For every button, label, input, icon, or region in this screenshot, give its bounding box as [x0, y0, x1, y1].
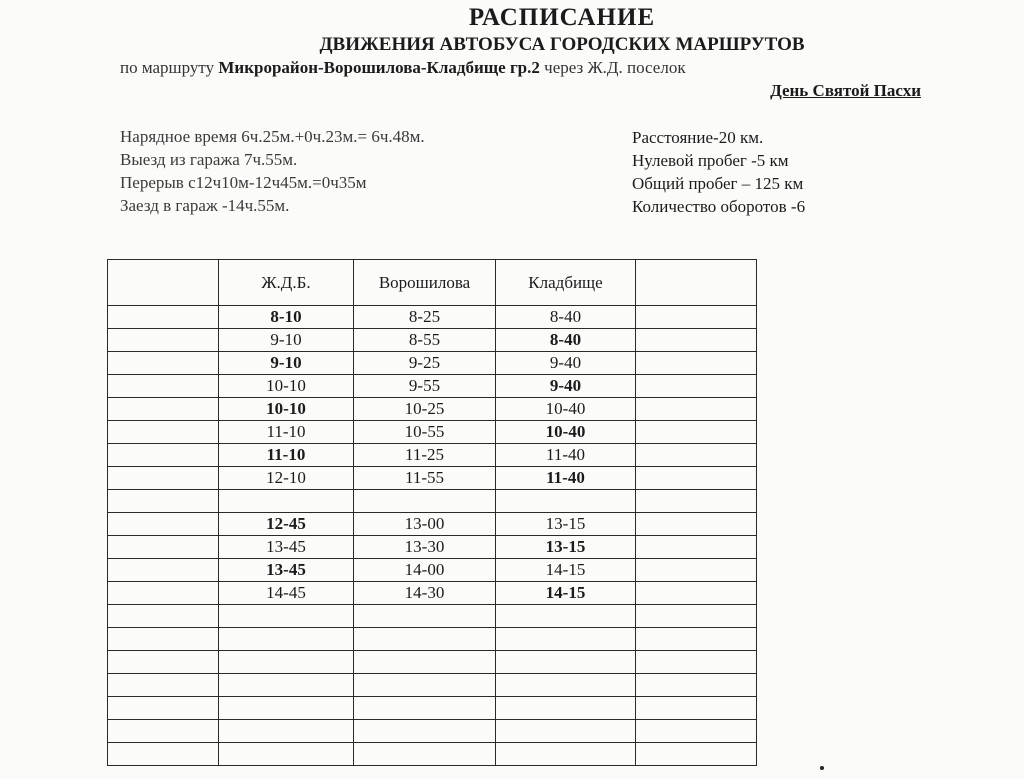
table-cell-empty [108, 582, 219, 605]
table-cell-empty [636, 467, 757, 490]
table-cell-empty [108, 674, 219, 697]
table-row [108, 467, 757, 490]
table-cell-empty [108, 559, 219, 582]
kladbishche-time-cell: 9-40 [496, 352, 636, 375]
kladbishche-time-cell: 13-15 [496, 513, 636, 536]
table-row [108, 536, 757, 559]
zhdb-time-cell: 12-45 [219, 513, 354, 536]
voroshilova-time-cell: 10-25 [354, 398, 496, 421]
table-cell-empty [108, 536, 219, 559]
table-cell-empty [108, 513, 219, 536]
voroshilova-time-cell: 9-55 [354, 375, 496, 398]
info-right-line: Количество оборотов -6 [632, 197, 806, 216]
table-cell-empty [636, 582, 757, 605]
table-cell-empty [108, 490, 219, 513]
table-row [108, 352, 757, 375]
zhdb-time-cell: 11-10 [219, 444, 354, 467]
info-left-block [120, 125, 425, 217]
table-cell-empty [108, 375, 219, 398]
day-label: День Святой Пасхи [770, 81, 921, 100]
table-cell-empty [108, 720, 219, 743]
table-cell-empty [636, 513, 757, 536]
voroshilova-time-cell: 8-55 [354, 329, 496, 352]
kladbishche-time-cell: 10-40 [496, 421, 636, 444]
route-suffix: через Ж.Д. поселок [544, 58, 686, 77]
table-row [108, 582, 757, 605]
stray-dot [820, 766, 824, 770]
zhdb-time-cell: 8-10 [219, 306, 354, 329]
table-row [108, 375, 757, 398]
table-cell-empty [108, 421, 219, 444]
kladbishche-time-cell [496, 720, 636, 743]
zhdb-time-cell: 11-10 [219, 421, 354, 444]
voroshilova-time-cell: 10-55 [354, 421, 496, 444]
table-row [108, 674, 757, 697]
table-cell-empty [636, 651, 757, 674]
voroshilova-time-cell [354, 720, 496, 743]
zhdb-time-cell [219, 697, 354, 720]
voroshilova-time-cell [354, 674, 496, 697]
route-name: Микрорайон-Ворошилова-Кладбище гр.2 [218, 58, 540, 77]
voroshilova-time-cell: 13-00 [354, 513, 496, 536]
voroshilova-time-cell: 14-30 [354, 582, 496, 605]
column-header [108, 260, 219, 306]
zhdb-time-cell: 14-45 [219, 582, 354, 605]
table-row [108, 743, 757, 766]
kladbishche-time-cell [496, 674, 636, 697]
zhdb-time-cell [219, 628, 354, 651]
table-cell-empty [636, 697, 757, 720]
route-line [120, 58, 686, 78]
table-row [108, 513, 757, 536]
document-title: РАСПИСАНИЕ [468, 4, 656, 31]
kladbishche-time-cell: 13-15 [496, 536, 636, 559]
table-cell-empty [636, 559, 757, 582]
table-row [108, 490, 757, 513]
column-header-zhdb: Ж.Д.Б. [219, 260, 354, 306]
kladbishche-time-cell: 9-40 [496, 375, 636, 398]
info-right-line: Общий пробег – 125 км [632, 174, 804, 193]
table-cell-empty [636, 375, 757, 398]
voroshilova-time-cell: 11-25 [354, 444, 496, 467]
kladbishche-time-cell: 11-40 [496, 444, 636, 467]
table-cell-empty [636, 352, 757, 375]
zhdb-time-cell [219, 743, 354, 766]
table-row [108, 720, 757, 743]
table-row [108, 444, 757, 467]
table-cell-empty [636, 628, 757, 651]
voroshilova-time-cell: 9-25 [354, 352, 496, 375]
voroshilova-time-cell: 11-55 [354, 467, 496, 490]
table-cell-empty [108, 467, 219, 490]
table-row [108, 398, 757, 421]
table-row [108, 651, 757, 674]
table-cell-empty [636, 444, 757, 467]
voroshilova-time-cell: 13-30 [354, 536, 496, 559]
table-row [108, 605, 757, 628]
table-cell-empty [108, 697, 219, 720]
zhdb-time-cell: 13-45 [219, 559, 354, 582]
info-left-line: Нарядное время 6ч.25м.+0ч.23м.= 6ч.48м. [120, 127, 425, 146]
voroshilova-time-cell [354, 628, 496, 651]
table-cell-empty [108, 651, 219, 674]
kladbishche-time-cell: 10-40 [496, 398, 636, 421]
table-row [108, 329, 757, 352]
table-cell-empty [636, 398, 757, 421]
table-cell-empty [636, 743, 757, 766]
voroshilova-time-cell: 8-25 [354, 306, 496, 329]
zhdb-time-cell [219, 605, 354, 628]
table-cell-empty [108, 628, 219, 651]
kladbishche-time-cell: 14-15 [496, 559, 636, 582]
table-row [108, 559, 757, 582]
table-cell-empty [636, 720, 757, 743]
kladbishche-time-cell: 11-40 [496, 467, 636, 490]
info-left-line: Заезд в гараж -14ч.55м. [120, 196, 290, 215]
zhdb-time-cell [219, 720, 354, 743]
kladbishche-time-cell [496, 651, 636, 674]
schedule-table [107, 259, 757, 766]
table-cell-empty [636, 306, 757, 329]
zhdb-time-cell: 9-10 [219, 329, 354, 352]
zhdb-time-cell: 10-10 [219, 375, 354, 398]
table-cell-empty [636, 421, 757, 444]
zhdb-time-cell: 9-10 [219, 352, 354, 375]
table-cell-empty [636, 490, 757, 513]
table-row [108, 421, 757, 444]
table-cell-empty [108, 743, 219, 766]
table-cell-empty [108, 605, 219, 628]
info-left-line: Перерыв с12ч10м-12ч45м.=0ч35м [120, 173, 367, 192]
route-prefix: по маршруту [120, 58, 215, 77]
kladbishche-time-cell [496, 628, 636, 651]
table-cell-empty [636, 536, 757, 559]
table-row [108, 306, 757, 329]
zhdb-time-cell [219, 490, 354, 513]
kladbishche-time-cell: 14-15 [496, 582, 636, 605]
table-row [108, 628, 757, 651]
voroshilova-time-cell [354, 651, 496, 674]
table-cell-empty [108, 444, 219, 467]
kladbishche-time-cell: 8-40 [496, 329, 636, 352]
table-cell-empty [636, 605, 757, 628]
table-cell-empty [108, 329, 219, 352]
table-cell-empty [636, 329, 757, 352]
voroshilova-time-cell [354, 490, 496, 513]
info-left-line: Выезд из гаража 7ч.55м. [120, 150, 298, 169]
kladbishche-time-cell [496, 490, 636, 513]
table-row [108, 697, 757, 720]
table-cell-empty [108, 398, 219, 421]
column-header-voroshilova: Ворошилова [354, 260, 496, 306]
voroshilova-time-cell [354, 605, 496, 628]
zhdb-time-cell: 13-45 [219, 536, 354, 559]
zhdb-time-cell [219, 651, 354, 674]
column-header [636, 260, 757, 306]
voroshilova-time-cell [354, 743, 496, 766]
info-right-line: Нулевой пробег -5 км [632, 151, 789, 170]
kladbishche-time-cell [496, 605, 636, 628]
kladbishche-time-cell [496, 743, 636, 766]
table-cell-empty [636, 674, 757, 697]
zhdb-time-cell [219, 674, 354, 697]
kladbishche-time-cell [496, 697, 636, 720]
table-cell-empty [108, 352, 219, 375]
kladbishche-time-cell: 8-40 [496, 306, 636, 329]
table-header-row [108, 260, 757, 306]
voroshilova-time-cell: 14-00 [354, 559, 496, 582]
table-cell-empty [108, 306, 219, 329]
column-header-kladbishche: Кладбище [496, 260, 636, 306]
zhdb-time-cell: 12-10 [219, 467, 354, 490]
voroshilova-time-cell [354, 697, 496, 720]
info-right-block [632, 126, 805, 218]
zhdb-time-cell: 10-10 [219, 398, 354, 421]
document-subtitle: ДВИЖЕНИЯ АВТОБУСА ГОРОДСКИХ МАРШРУТОВ [319, 34, 805, 55]
info-right-line: Расстояние-20 км. [632, 128, 764, 147]
